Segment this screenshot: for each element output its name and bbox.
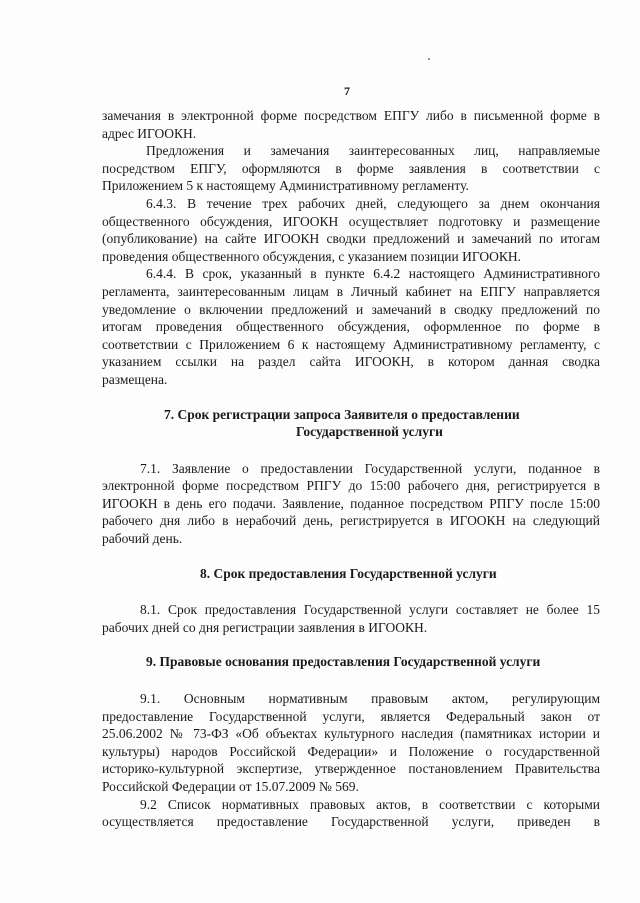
text-line: 25.06.2002 № 73-ФЗ «Об объектах культурного наследия (памятниках истории и [102, 726, 600, 742]
text-line: Российской Федерации от 15.07.2009 № 569. [102, 779, 359, 794]
text-line: 9.2 Список нормативных правовых актов, в соответствии с которыми [140, 796, 600, 812]
section-heading-8: 8. Срок предоставления Государственной услуги [200, 565, 497, 581]
text-line: общественного обсуждения, ИГООКН осуществляет подготовку и размещение [102, 213, 600, 229]
spacer [102, 548, 600, 565]
text-line: соответствии с Приложением 6 к настоящему Административному регламенту, с [102, 336, 600, 352]
text-line: уведомление о включении предложений и замечаний в сводку предложений по [102, 301, 600, 317]
section-heading-7-cont: Государственной услуги [296, 424, 443, 440]
document-body [102, 107, 600, 831]
text-line: предоставление Государственной услуги, является Федеральный закон от [102, 708, 600, 724]
text-line: 6.4.3. В течение трех рабочих дней, следующего за днем окончания [146, 195, 600, 211]
text-line: 7.1. Заявление о предоставлении Государственной услуги, поданное в [140, 460, 600, 476]
text-line: Предложения и замечания заинтересованных лиц, направляемые [146, 143, 600, 159]
text-line: адрес ИГООКН. [102, 125, 197, 141]
spacer [102, 636, 600, 653]
section-heading-9: 9. Правовые основания предоставления Государственной услуги [146, 654, 541, 670]
spacer [102, 671, 600, 690]
text-line: рабочего дня либо в нерабочий день, регистрируется в ИГООКН на следующий [102, 513, 600, 529]
text-line: рабочих дней со дня регистрации заявления в ИГООКН. [102, 619, 428, 635]
text-line: замечания в электронной форме посредством ЕПГУ либо в письменной форме в [102, 108, 600, 123]
text-line: электронной форме посредством РПГУ до 15:00 рабочего дня, регистрируется в [102, 478, 600, 494]
text-line: 8.1. Срок предоставления Государственной услуги составляет не более 15 [140, 602, 600, 618]
text-line: посредством ЕПГУ, оформляются в форме заявления в соответствии с [102, 160, 600, 176]
text-line: (опубликование) на сайте ИГООКН сводки предложений и замечаний по итогам [102, 231, 600, 247]
page-number: 7 [344, 84, 350, 98]
section-heading-7: 7. Срок регистрации запроса Заявителя о предоставлении [164, 406, 520, 422]
text-line: размещена. [102, 371, 168, 387]
text-line: ИГООКН в день его подачи. Заявление, поданное посредством РПГУ после 15:00 [102, 495, 600, 511]
text-line: Приложением 5 к настоящему Административному регламенту. [102, 178, 469, 194]
text-line: указанием ссылки на раздел сайта ИГООКН, в котором данная сводка [102, 354, 600, 370]
text-line: осуществляется предоставление Государственной услуги, приведен в [102, 814, 600, 830]
spacer [102, 389, 600, 406]
text-line: итогам проведения общественного обсуждения, оформленное по форме в [102, 319, 600, 335]
text-line: рабочий день. [102, 531, 183, 547]
text-line: 9.1. Основным нормативным правовым актом, регулирующим [140, 691, 600, 707]
text-line: регламента, заинтересованным лицам в Личный кабинет на ЕПГУ направляется [102, 283, 600, 299]
scan-speck [428, 58, 430, 60]
text-line: историко-культурной экспертизе, утвержденное постановлением Правительства [102, 761, 600, 777]
spacer [102, 441, 600, 460]
text-line: проведения общественного обсуждения, с указанием позиции ИГООКН. [102, 248, 521, 264]
text-line: 6.4.4. В срок, указанный в пункте 6.4.2 настоящего Административного [146, 266, 600, 282]
text-line: культуры) народов Российской Федерации» и Положение о государственной [102, 743, 600, 759]
spacer [102, 582, 600, 601]
